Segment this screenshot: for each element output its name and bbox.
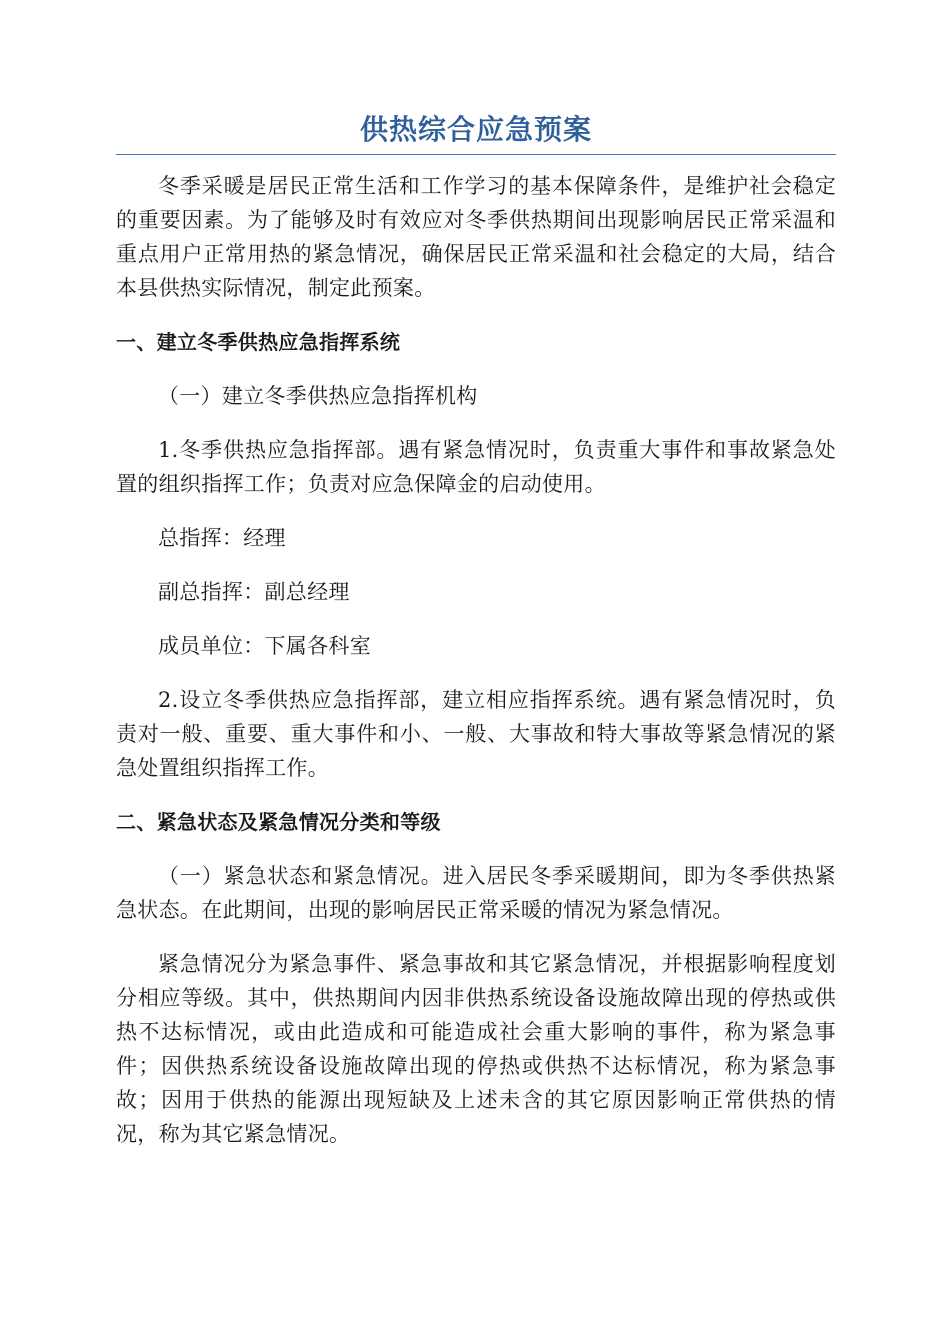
document-page — [116, 110, 836, 1171]
commander-line: 总指挥：经理 — [158, 526, 286, 550]
subsection-heading-1-1: （一）建立冬季供热应急指挥机构 — [158, 384, 478, 408]
intro-paragraph: 冬季采暖是居民正常生活和工作学习的基本保障条件，是维护社会稳定的重要因素。为了能够及时有效应对冬季供热期间出现影响居民正常采温和重点用户正常用热的紧急情况，确保居民正常采温和社会稳定的大局，结合本县供热实际情况，制定此预案。 — [116, 174, 836, 300]
paragraph-emergency-state: （一）紧急状态和紧急情况。进入居民冬季采暖期间，即为冬季供热紧急状态。在此期间，出现的影响居民正常采暖的情况为紧急情况。 — [116, 864, 836, 922]
paragraph-command-hq: 1.冬季供热应急指挥部。遇有紧急情况时，负责重大事件和事故紧急处置的组织指挥工作；负责对应急保障金的启动使用。 — [116, 438, 836, 496]
section-heading-2: 二、紧急状态及紧急情况分类和等级 — [116, 810, 441, 834]
member-units-line: 成员单位：下属各科室 — [158, 634, 371, 658]
page-title: 供热综合应急预案 — [359, 113, 592, 146]
section-heading-1: 一、建立冬季供热应急指挥系统 — [116, 330, 401, 354]
paragraph-command-system: 2.设立冬季供热应急指挥部，建立相应指挥系统。遇有紧急情况时，负责对一般、重要、重大事件和小、一般、大事故和特大事故等紧急情况的紧急处置组织指挥工作。 — [116, 688, 836, 780]
paragraph-emergency-classification: 紧急情况分为紧急事件、紧急事故和其它紧急情况，并根据影响程度划分相应等级。其中，供热期间内因非供热系统设备设施故障出现的停热或供热不达标情况，或由此造成和可能造成社会重大影响的事件，称为紧急事件；因供热系统设备设施故障出现的停热或供热不达标情况，称为紧急事故；因用于供热的能源出现短缺及上述未含的其它原因影响正常供热的情况，称为其它紧急情况。 — [116, 952, 836, 1146]
title-underline — [116, 154, 836, 155]
deputy-commander-line: 副总指挥：副总经理 — [158, 580, 350, 604]
